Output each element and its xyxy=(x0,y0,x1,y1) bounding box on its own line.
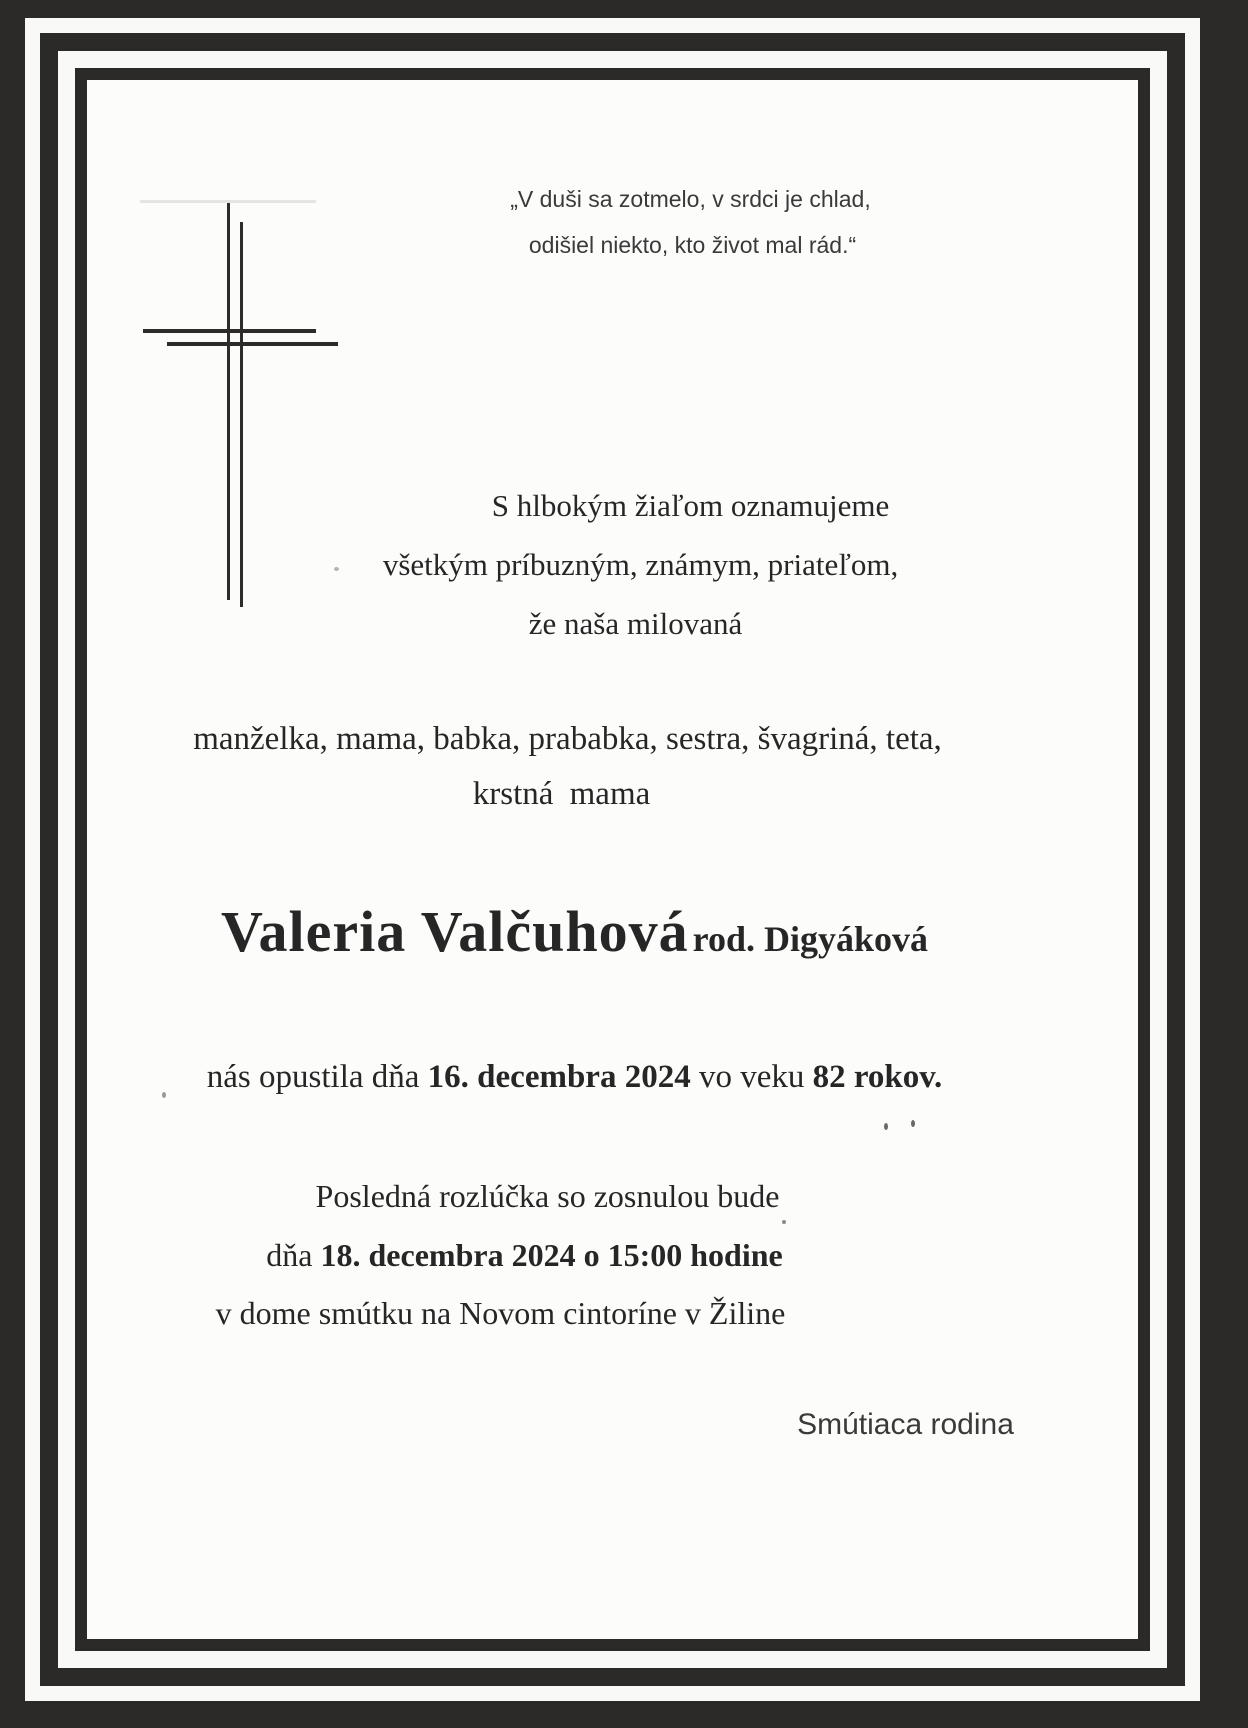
cross-horizontal-stroke xyxy=(143,329,316,333)
death-date: 16. decembra 2024 xyxy=(427,1059,691,1095)
funeral-line-2 xyxy=(75,1237,1050,1274)
relatives-line-1: manželka, mama, babka, prababka, sestra, švagriná, teta, xyxy=(193,721,942,757)
announcement-line-1: S hlbokým žiaľom oznamujeme xyxy=(491,488,890,523)
frame-white-outer xyxy=(25,18,1200,1701)
deceased-name: Valeria Valčuhová xyxy=(220,899,689,964)
scan-artifact xyxy=(911,1120,915,1127)
funeral-datetime: 18. decembra 2024 o 15:00 hodine xyxy=(320,1237,783,1273)
funeral-line-1: Posledná rozlúčka so zosnulou bude xyxy=(315,1178,780,1214)
cross-horizontal-stroke xyxy=(167,342,338,346)
funeral-line-2-prefix: dňa xyxy=(266,1237,321,1273)
scan-artifact xyxy=(884,1123,888,1130)
deceased-name-line xyxy=(75,898,1100,965)
frame-white-inner xyxy=(58,51,1167,1668)
scan-artifact xyxy=(162,1092,166,1098)
obituary-card xyxy=(75,68,1150,1651)
death-line-middle: vo veku xyxy=(690,1059,813,1095)
cross-vertical-stroke xyxy=(227,203,230,600)
announcement-line-3: že naša milovaná xyxy=(528,606,743,641)
quote-line-1: „V duši sa zotmelo, v srdci je chlad, xyxy=(510,186,871,212)
scan-artifact xyxy=(782,1220,786,1224)
funeral-line-3: v dome smútku na Novom cintoríne v Žiline xyxy=(215,1295,786,1331)
death-date-line xyxy=(75,1059,1100,1096)
signature: Smútiaca rodina xyxy=(797,1408,1014,1441)
maiden-name: rod. Digyáková xyxy=(692,919,929,959)
scan-artifact xyxy=(334,567,339,571)
relatives-line-2: krstná mama xyxy=(472,776,651,812)
death-age: 82 rokov. xyxy=(812,1059,943,1095)
quote-line-2: odišiel niekto, kto život mal rád.“ xyxy=(528,232,857,258)
death-line-prefix: nás opustila dňa xyxy=(206,1059,428,1095)
frame-black-middle xyxy=(40,33,1185,1686)
announcement-line-2: všetkým príbuzným, známym, priateľom, xyxy=(382,547,899,582)
